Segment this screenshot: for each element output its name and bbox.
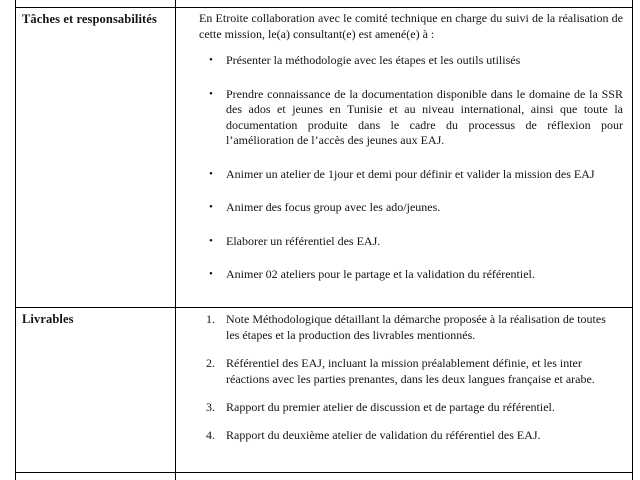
bullet-item bbox=[209, 53, 623, 69]
tasks-header-cell bbox=[16, 8, 176, 307]
livrables-content-cell bbox=[176, 308, 632, 472]
bullet-text: Animer un atelier de 1jour et demi pour définir et valider la mission des EAJ bbox=[226, 166, 595, 181]
partial-top-right-cell bbox=[176, 0, 632, 7]
table-row-tasks bbox=[16, 8, 632, 308]
bullet-text: Elaborer un référentiel des EAJ. bbox=[226, 233, 381, 248]
bullet-text: Animer 02 ateliers pour le partage et la validation du référentiel. bbox=[226, 267, 535, 281]
partial-bottom-right-cell bbox=[176, 473, 632, 480]
bullet-dot-icon: • bbox=[209, 167, 213, 180]
item-text: Référentiel des EAJ, incluant la mission préalablement définie, et les inter réactions avec les parties prenantes, dans les deux langues française et arabe. bbox=[226, 356, 595, 386]
bullet-text: Prendre connaissance de la documentation disponible dans le domaine de la SSR des ados et jeunes en Tunisie et au niveau international, ainsi que toute la documentation produite dans le cadre du processus de réflexion pour l’amélioration de l’accès des jeunes aux EAJ. bbox=[226, 86, 623, 147]
bullet-text: Présenter la méthodologie avec les étapes et les outils utilisés bbox=[226, 53, 521, 67]
bullet-item bbox=[209, 167, 623, 183]
bullet-text: Animer des focus group avec les ado/jeunes. bbox=[226, 200, 441, 214]
numbered-item bbox=[206, 399, 623, 415]
item-number: 1. bbox=[206, 312, 215, 326]
partial-row-bottom bbox=[16, 473, 632, 480]
bullet-item bbox=[209, 200, 623, 216]
bullet-item bbox=[209, 234, 623, 250]
item-text: Rapport du premier atelier de discussion et de partage du référentiel. bbox=[226, 400, 555, 414]
bullet-dot-icon: • bbox=[209, 54, 213, 66]
item-number: 3. bbox=[206, 400, 215, 414]
table-row-livrables bbox=[16, 308, 632, 473]
partial-bottom-left-cell bbox=[16, 473, 176, 480]
partial-top-left-cell bbox=[16, 0, 176, 7]
livrables-header-cell bbox=[16, 308, 176, 472]
numbered-item bbox=[206, 355, 623, 387]
bullet-dot-icon: • bbox=[209, 234, 213, 247]
bullet-item bbox=[209, 267, 623, 283]
tasks-row-header: Tâches et responsabilités bbox=[22, 12, 157, 26]
numbered-item bbox=[206, 427, 623, 443]
item-text: Rapport du deuxième atelier de validation du référentiel des EAJ. bbox=[226, 428, 541, 442]
partial-row-top bbox=[16, 0, 632, 8]
bullet-item bbox=[209, 87, 623, 149]
item-number: 4. bbox=[206, 428, 215, 442]
bullet-dot-icon: • bbox=[209, 201, 213, 213]
livrables-numbered-list bbox=[206, 311, 623, 443]
livrables-row-header: Livrables bbox=[22, 312, 74, 326]
bullet-dot-icon: • bbox=[209, 87, 213, 100]
numbered-item bbox=[206, 311, 623, 343]
bullet-dot-icon: • bbox=[209, 268, 213, 280]
tasks-content-cell bbox=[176, 8, 632, 307]
tasks-bullet-list bbox=[209, 53, 623, 283]
tasks-intro-paragraph: En Etroite collaboration avec le comité technique en charge du suivi de la réalisation de cette mission, le(a) consultant(e) est amené(e) à : bbox=[199, 11, 623, 41]
terms-of-reference-table bbox=[15, 0, 633, 480]
item-number: 2. bbox=[206, 356, 215, 370]
item-text: Note Méthodologique détaillant la démarche proposée à la réalisation de toutes les étapes et la production des livrables mentionnés. bbox=[226, 312, 606, 342]
